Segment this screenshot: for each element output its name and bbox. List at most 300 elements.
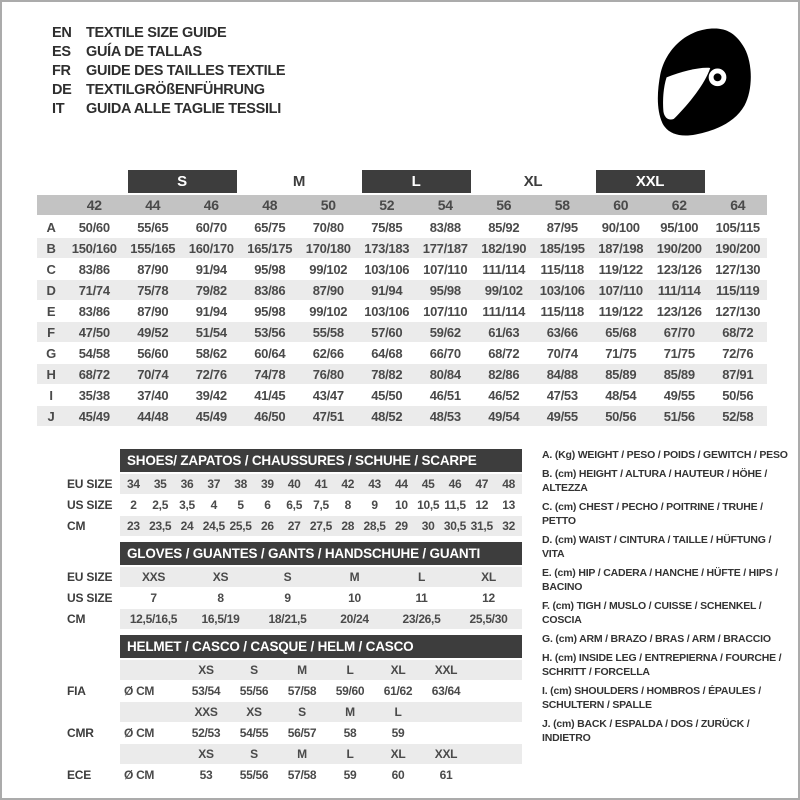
helmet-unit-label: Ø CM (120, 765, 182, 786)
gloves-cell: 11 (388, 588, 455, 609)
helmet-value-cell: 57/58 (278, 765, 326, 786)
racing-helmet-icon (652, 26, 756, 138)
language-row (52, 62, 285, 81)
textile-cell: 59/62 (416, 322, 475, 343)
textile-cell: 72/76 (709, 343, 768, 364)
textile-cell: 39/42 (182, 385, 241, 406)
textile-cell: 103/106 (533, 280, 592, 301)
shoes-cell: 4 (200, 495, 227, 516)
helmet-size-header-row (67, 744, 522, 765)
legend-item: A. (Kg) WEIGHT / PESO / POIDS / GEWITCH / PESO (542, 449, 788, 461)
textile-cell: 87/90 (124, 301, 183, 322)
textile-cell: 51/54 (182, 322, 241, 343)
textile-cell: 49/54 (475, 406, 534, 427)
textile-row-label: D (37, 280, 65, 301)
gloves-cell: XL (455, 567, 522, 588)
textile-cell: 70/80 (299, 217, 358, 238)
gloves-cell: 20/24 (321, 609, 388, 630)
textile-cell: 51/56 (650, 406, 709, 427)
textile-cell: 85/92 (475, 217, 534, 238)
textile-cell: 95/98 (416, 280, 475, 301)
shoes-cell: 3,5 (174, 495, 201, 516)
textile-cell: 95/98 (241, 259, 300, 280)
textile-cell: 60/64 (241, 343, 300, 364)
helmet-value-cell: 56/57 (278, 723, 326, 744)
textile-cell: 99/102 (475, 280, 534, 301)
gloves-cell: 12 (455, 588, 522, 609)
language-code: EN (52, 25, 72, 41)
textile-cell: 50/56 (592, 406, 651, 427)
gloves-title-cell (120, 542, 522, 567)
shoes-cell: 43 (361, 474, 388, 495)
helmet-size-spacer (67, 744, 120, 765)
language-text: TEXTILGRÖßENFÜHRUNG (86, 82, 265, 98)
textile-cell: 67/70 (650, 322, 709, 343)
shoes-cell: 7,5 (308, 495, 335, 516)
textile-row (37, 238, 767, 259)
language-row (52, 24, 285, 43)
textile-cell: 95/100 (650, 217, 709, 238)
shoes-cell: 40 (281, 474, 308, 495)
legend-item: E. (cm) HIP / CADERA / HANCHE / HÜFTE / HIPS / BACINO (542, 567, 778, 593)
shoes-cell: 46 (442, 474, 469, 495)
textile-cell: 85/89 (592, 364, 651, 385)
textile-group-cell (358, 170, 475, 195)
textile-cell: 60/70 (182, 217, 241, 238)
shoes-cell: 47 (468, 474, 495, 495)
textile-row (37, 259, 767, 280)
shoes-cell: 9 (361, 495, 388, 516)
shoes-cell: 31,5 (468, 516, 495, 537)
textile-cell: 185/195 (533, 238, 592, 259)
textile-cell: 83/86 (241, 280, 300, 301)
shoes-cell: 35 (147, 474, 174, 495)
language-text: GUIDE DES TAILLES TEXTILE (86, 63, 286, 79)
helmet-size-cell: L (374, 702, 422, 723)
gloves-row (67, 609, 522, 630)
helmet-size-cell: XXL (422, 744, 470, 765)
textile-row (37, 364, 767, 385)
textile-cell: 119/122 (592, 301, 651, 322)
textile-cell: 61/63 (475, 322, 534, 343)
textile-table (37, 170, 767, 427)
language-text: GUÍA DE TALLAS (86, 44, 202, 60)
language-code: DE (52, 82, 72, 98)
textile-cell: 177/187 (416, 238, 475, 259)
textile-cell: 87/90 (299, 280, 358, 301)
shoes-row (67, 474, 522, 495)
textile-cell: 103/106 (358, 259, 417, 280)
textile-cell: 65/75 (241, 217, 300, 238)
helmet-value-cell: 53 (182, 765, 230, 786)
shoes-cell: 28,5 (361, 516, 388, 537)
textile-row (37, 217, 767, 238)
textile-cell: 160/170 (182, 238, 241, 259)
gloves-cell: 8 (187, 588, 254, 609)
textile-cell: 105/115 (709, 217, 768, 238)
gloves-cell: 7 (120, 588, 187, 609)
textile-cell: 64/68 (358, 343, 417, 364)
shoes-cell: 48 (495, 474, 522, 495)
textile-cell: 75/85 (358, 217, 417, 238)
textile-row-label: E (37, 301, 65, 322)
helmet-value-row (67, 765, 522, 786)
textile-size-cell: 60 (592, 195, 651, 217)
textile-cell: 63/66 (533, 322, 592, 343)
gloves-title-spacer (67, 542, 120, 567)
helmet-size-cell: M (326, 702, 374, 723)
textile-cell: 70/74 (124, 364, 183, 385)
textile-cell: 46/52 (475, 385, 534, 406)
shoes-cell: 30,5 (442, 516, 469, 537)
textile-cell: 45/49 (65, 406, 124, 427)
textile-row-label: B (37, 238, 65, 259)
textile-cell: 85/89 (650, 364, 709, 385)
textile-cell: 111/114 (650, 280, 709, 301)
textile-cell: 190/200 (709, 238, 768, 259)
textile-size-spacer (37, 195, 65, 217)
textile-cell: 87/91 (709, 364, 768, 385)
shoes-row-label: US SIZE (67, 495, 120, 516)
textile-cell: 107/110 (592, 280, 651, 301)
legend-item: G. (cm) ARM / BRAZO / BRAS / ARM / BRACCIO (542, 633, 771, 645)
legend-item: J. (cm) BACK / ESPALDA / DOS / ZURÜCK / INDIETRO (542, 718, 750, 744)
textile-row-label: I (37, 385, 65, 406)
textile-cell: 187/198 (592, 238, 651, 259)
helmet-standard-label: FIA (67, 681, 120, 702)
textile-cell: 52/58 (709, 406, 768, 427)
textile-cell: 150/160 (65, 238, 124, 259)
shoes-cell: 44 (388, 474, 415, 495)
textile-cell: 78/82 (358, 364, 417, 385)
gloves-title-row (67, 542, 522, 567)
helmet-value-cell: 55/56 (230, 765, 278, 786)
helmet-size-spacer (67, 660, 120, 681)
textile-cell: 68/72 (65, 364, 124, 385)
textile-cell: 165/175 (241, 238, 300, 259)
legend-item: C. (cm) CHEST / PECHO / POITRINE / TRUHE / PETTO (542, 501, 763, 527)
textile-row (37, 301, 767, 322)
language-text: GUIDA ALLE TAGLIE TESSILI (86, 101, 281, 117)
legend-item: F. (cm) TIGH / MUSLO / CUISSE / SCHENKEL / COSCIA (542, 600, 762, 626)
textile-cell: 54/58 (65, 343, 124, 364)
shoes-row (67, 516, 522, 537)
textile-cell: 46/50 (241, 406, 300, 427)
helmet-unit-label: Ø CM (120, 723, 182, 744)
shoes-cell: 23 (120, 516, 147, 537)
textile-cell: 62/66 (299, 343, 358, 364)
textile-cell: 99/102 (299, 259, 358, 280)
helmet-value-cell: 54/55 (230, 723, 278, 744)
gloves-row-label: US SIZE (67, 588, 120, 609)
textile-cell: 95/98 (241, 301, 300, 322)
textile-group-label: S (128, 170, 237, 193)
textile-row-label: A (37, 217, 65, 238)
textile-cell: 35/38 (65, 385, 124, 406)
shoes-cell: 28 (334, 516, 361, 537)
textile-cell: 111/114 (475, 301, 534, 322)
shoes-cell: 27 (281, 516, 308, 537)
textile-cell: 66/70 (416, 343, 475, 364)
textile-size-cell: 50 (299, 195, 358, 217)
textile-cell: 173/183 (358, 238, 417, 259)
shoes-cell: 8 (334, 495, 361, 516)
helmet-value-cell: 61 (422, 765, 470, 786)
textile-group-spacer (709, 170, 768, 195)
textile-cell: 111/114 (475, 259, 534, 280)
textile-cell: 82/86 (475, 364, 534, 385)
textile-group-label: M (292, 173, 306, 190)
helmet-value-cell (422, 723, 470, 744)
shoes-row-label: EU SIZE (67, 474, 120, 495)
helmet-size-cell: S (278, 702, 326, 723)
gloves-cell: 18/21,5 (254, 609, 321, 630)
helmet-size-cell: XS (230, 702, 278, 723)
textile-cell: 83/88 (416, 217, 475, 238)
helmet-filler (470, 765, 522, 786)
shoes-cell: 2,5 (147, 495, 174, 516)
textile-group-cell (592, 170, 709, 195)
helmet-filler (470, 744, 522, 765)
shoes-cell: 45 (415, 474, 442, 495)
helmet-size-cell (422, 702, 470, 723)
helmet-filler (470, 702, 522, 723)
gloves-cell: 25,5/30 (455, 609, 522, 630)
textile-row-label: H (37, 364, 65, 385)
textile-size-band (37, 195, 767, 217)
gloves-cell: 10 (321, 588, 388, 609)
textile-cell: 49/55 (650, 385, 709, 406)
shoes-cell: 12 (468, 495, 495, 516)
textile-row-label: C (37, 259, 65, 280)
legend-item: B. (cm) HEIGHT / ALTURA / HAUTEUR / HÖHE / ALTEZZA (542, 468, 768, 494)
textile-size-cell: 52 (358, 195, 417, 217)
textile-row (37, 343, 767, 364)
textile-row-label: G (37, 343, 65, 364)
helmet-value-cell: 52/53 (182, 723, 230, 744)
gloves-row-label: CM (67, 609, 120, 630)
gloves-table (67, 542, 522, 630)
helmet-size-cell: XXL (422, 660, 470, 681)
shoes-cell: 2 (120, 495, 147, 516)
helmet-standard-label: CMR (67, 723, 120, 744)
textile-cell: 49/55 (533, 406, 592, 427)
textile-cell: 75/78 (124, 280, 183, 301)
textile-row (37, 406, 767, 427)
shoes-cell: 39 (254, 474, 281, 495)
language-row (52, 43, 285, 62)
textile-cell: 119/122 (592, 259, 651, 280)
textile-group-label: L (362, 170, 471, 193)
helmet-title-row (67, 635, 522, 660)
textile-size-cell: 56 (475, 195, 534, 217)
textile-cell: 87/95 (533, 217, 592, 238)
textile-cell: 74/78 (241, 364, 300, 385)
language-row (52, 100, 285, 119)
textile-cell: 103/106 (358, 301, 417, 322)
textile-cell: 127/130 (709, 301, 768, 322)
textile-cell: 65/68 (592, 322, 651, 343)
helmet-filler (470, 723, 522, 744)
helmet-unit-spacer (120, 660, 182, 681)
legend-item: H. (cm) INSIDE LEG / ENTREPIERNA / FOURCHE / SCHRITT / FORCELLA (542, 652, 782, 678)
language-code: ES (52, 44, 71, 60)
shoes-title-cell (120, 449, 522, 474)
shoes-table (67, 449, 522, 537)
shoes-cell: 42 (334, 474, 361, 495)
textile-cell: 71/75 (650, 343, 709, 364)
helmet-table (67, 635, 522, 786)
textile-cell: 56/60 (124, 343, 183, 364)
helmet-filler (470, 681, 522, 702)
shoes-cell: 10,5 (415, 495, 442, 516)
shoes-cell: 32 (495, 516, 522, 537)
textile-cell: 84/88 (533, 364, 592, 385)
textile-cell: 47/51 (299, 406, 358, 427)
shoes-cell: 41 (308, 474, 335, 495)
helmet-filler (470, 660, 522, 681)
helmet-size-cell: XXS (182, 702, 230, 723)
helmet-size-header-row (67, 702, 522, 723)
textile-cell: 55/65 (124, 217, 183, 238)
textile-cell: 50/60 (65, 217, 124, 238)
textile-cell: 115/118 (533, 301, 592, 322)
helmet-value-cell: 53/54 (182, 681, 230, 702)
textile-group-spacer (37, 170, 124, 195)
shoes-cell: 36 (174, 474, 201, 495)
textile-cell: 41/45 (241, 385, 300, 406)
helmet-title-cell (120, 635, 522, 660)
shoes-cell: 27,5 (308, 516, 335, 537)
shoes-cell: 30 (415, 516, 442, 537)
textile-cell: 190/200 (650, 238, 709, 259)
shoes-cell: 11,5 (442, 495, 469, 516)
textile-group-header-row (37, 170, 767, 195)
gloves-cell: M (321, 567, 388, 588)
textile-cell: 48/53 (416, 406, 475, 427)
textile-cell: 53/56 (241, 322, 300, 343)
textile-cell: 47/50 (65, 322, 124, 343)
helmet-value-cell: 63/64 (422, 681, 470, 702)
textile-cell: 107/110 (416, 301, 475, 322)
textile-cell: 45/49 (182, 406, 241, 427)
textile-group-label: XL (523, 173, 543, 190)
language-text: TEXTILE SIZE GUIDE (86, 25, 227, 41)
textile-row (37, 280, 767, 301)
textile-cell: 49/52 (124, 322, 183, 343)
textile-group-label: XXL (596, 170, 705, 193)
shoes-cell: 6,5 (281, 495, 308, 516)
helmet-value-cell: 59/60 (326, 681, 374, 702)
textile-cell: 68/72 (475, 343, 534, 364)
textile-cell: 127/130 (709, 259, 768, 280)
language-row (52, 81, 285, 100)
textile-cell: 107/110 (416, 259, 475, 280)
textile-size-cell: 54 (416, 195, 475, 217)
gloves-cell: 23/26,5 (388, 609, 455, 630)
gloves-cell: 12,5/16,5 (120, 609, 187, 630)
gloves-cell: 9 (254, 588, 321, 609)
textile-row-label: J (37, 406, 65, 427)
textile-cell: 44/48 (124, 406, 183, 427)
textile-cell: 48/54 (592, 385, 651, 406)
shoes-cell: 13 (495, 495, 522, 516)
textile-cell: 76/80 (299, 364, 358, 385)
legend-item: D. (cm) WAIST / CINTURA / TAILLE / HÜFTUNG / VITA (542, 534, 772, 560)
language-code: FR (52, 63, 71, 79)
helmet-size-cell: L (326, 660, 374, 681)
textile-row (37, 385, 767, 406)
shoes-cell: 38 (227, 474, 254, 495)
helmet-value-row (67, 723, 522, 744)
helmet-value-cell: 59 (374, 723, 422, 744)
helmet-title-bar: HELMET / CASCO / CASQUE / HELM / CASCO (120, 635, 522, 658)
shoes-row-label: CM (67, 516, 120, 537)
shoes-cell: 29 (388, 516, 415, 537)
textile-cell: 43/47 (299, 385, 358, 406)
shoes-cell: 25,5 (227, 516, 254, 537)
helmet-size-spacer (67, 702, 120, 723)
textile-cell: 123/126 (650, 259, 709, 280)
gloves-cell: XXS (120, 567, 187, 588)
textile-cell: 45/50 (358, 385, 417, 406)
textile-cell: 70/74 (533, 343, 592, 364)
shoes-cell: 6 (254, 495, 281, 516)
textile-group-cell (241, 170, 358, 195)
textile-group-cell (475, 170, 592, 195)
textile-cell: 182/190 (475, 238, 534, 259)
helmet-value-cell: 61/62 (374, 681, 422, 702)
gloves-cell: XS (187, 567, 254, 588)
textile-size-cell: 44 (124, 195, 183, 217)
helmet-value-cell: 55/56 (230, 681, 278, 702)
textile-cell: 91/94 (182, 259, 241, 280)
shoes-cell: 37 (200, 474, 227, 495)
textile-cell: 57/60 (358, 322, 417, 343)
textile-cell: 55/58 (299, 322, 358, 343)
textile-cell: 99/102 (299, 301, 358, 322)
helmet-unit-spacer (120, 744, 182, 765)
helmet-size-cell: L (326, 744, 374, 765)
shoes-cell: 24 (174, 516, 201, 537)
gloves-cell: L (388, 567, 455, 588)
gloves-row (67, 567, 522, 588)
textile-cell: 71/74 (65, 280, 124, 301)
gloves-row-label: EU SIZE (67, 567, 120, 588)
helmet-size-cell: M (278, 744, 326, 765)
helmet-value-cell: 57/58 (278, 681, 326, 702)
textile-cell: 87/90 (124, 259, 183, 280)
helmet-size-header-row (67, 660, 522, 681)
helmet-size-cell: M (278, 660, 326, 681)
textile-size-cell: 58 (533, 195, 592, 217)
shoes-cell: 23,5 (147, 516, 174, 537)
helmet-size-cell: XL (374, 744, 422, 765)
shoes-cell: 34 (120, 474, 147, 495)
shoes-cell: 10 (388, 495, 415, 516)
textile-cell: 123/126 (650, 301, 709, 322)
helmet-title-spacer (67, 635, 120, 660)
textile-cell: 79/82 (182, 280, 241, 301)
shoes-cell: 24,5 (200, 516, 227, 537)
textile-cell: 58/62 (182, 343, 241, 364)
legend (542, 448, 794, 750)
shoes-cell: 5 (227, 495, 254, 516)
gloves-row (67, 588, 522, 609)
shoes-title-row (67, 449, 522, 474)
shoes-cell: 26 (254, 516, 281, 537)
helmet-standard-label: ECE (67, 765, 120, 786)
